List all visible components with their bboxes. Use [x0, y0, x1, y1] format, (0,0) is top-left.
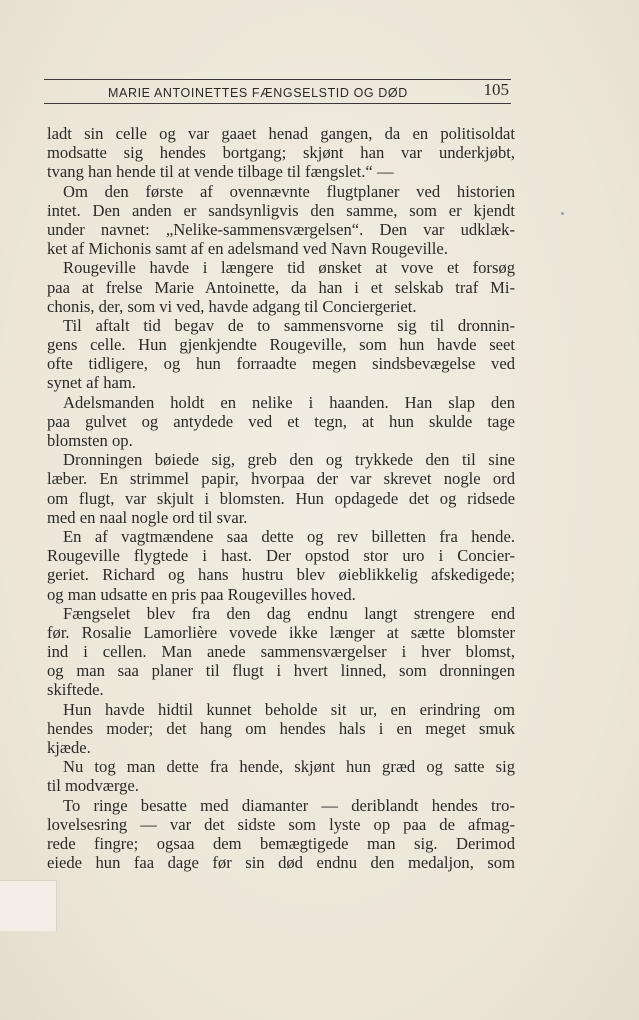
text-line: geriet. Richard og hans hustru blev øieblikkelig afskedigede; — [47, 565, 515, 585]
text-line: gens celle. Hun gjenkjendte Rougeville, som hun havde seet — [47, 335, 515, 355]
text-line: med en naal nogle ord til svar. — [47, 507, 248, 527]
text-line: ket af Michonis samt af en adelsmand ved Navn Rougeville. — [47, 239, 448, 259]
text-line: modsatte sig hendes bortgang; skjønt han var underkjøbt, — [47, 143, 515, 163]
text-line: under navnet: „Nelike-sammensværgelsen“. Den var udklæk- — [47, 219, 515, 239]
text-line: eiede hun faa dage før sin død endnu den medaljon, som — [47, 853, 515, 873]
text-line: En af vagtmændene saa dette og rev billetten fra hende. — [63, 526, 515, 546]
text-line: intet. Den anden er sandsynligvis den samme, som er kjendt — [47, 200, 515, 220]
text-line: læber. En strimmel papir, hvorpaa der var skrevet nogle ord — [47, 469, 515, 489]
text-line: lovelsesring — var det sidste som lyste op paa de afmag- — [47, 814, 515, 834]
text-line: om flugt, var skjult i blomsten. Hun opdagede det og ridsede — [47, 488, 515, 508]
text-line: og man saa planer til flugt i hvert linned, som dronningen — [47, 661, 515, 681]
text-line: Dronningen bøiede sig, greb den og trykkede den til sine — [63, 450, 515, 470]
text-line: Rougeville flygtede i hast. Der opstod stor uro i Concier- — [47, 546, 515, 566]
text-line: til modværge. — [47, 776, 139, 796]
text-line: synet af ham. — [47, 373, 136, 393]
text-line: paa at frelse Marie Antoinette, da han i et selskab traf Mi- — [47, 277, 515, 297]
page-number: 105 — [483, 80, 509, 99]
text-line: Fængselet blev fra den dag endnu langt strengere end — [63, 603, 515, 623]
text-line: og man udsatte en pris paa Rougevilles hoved. — [47, 584, 356, 604]
text-line: Adelsmanden holdt en nelike i haanden. Han slap den — [63, 392, 515, 412]
running-title: MARIE ANTOINETTES FÆNGSELSTID OG DØD — [108, 86, 408, 100]
text-line: kjæde. — [47, 738, 91, 757]
text-line: blomsten op. — [47, 431, 133, 450]
text-line: To ringe besatte med diamanter — deriblandt hendes tro- — [63, 795, 515, 815]
running-header — [44, 80, 511, 102]
text-line: skiftede. — [47, 680, 104, 700]
text-line: rede fingre; ogsaa dem bemægtigede man sig. Derimod — [47, 833, 515, 853]
paper-tab — [0, 880, 57, 931]
text-line: Hun havde hidtil kunnet beholde sit ur, en erindring om — [63, 699, 515, 719]
text-line: hendes moder; det hang om hendes hals i en meget smuk — [47, 718, 515, 738]
header-rule-bottom — [44, 103, 511, 104]
text-line: ind i cellen. Man anede sammensværgelser i hver blomst, — [47, 642, 515, 662]
text-line: tvang han hende til at vende tilbage til fængslet.“ — — [47, 162, 394, 182]
text-line: chonis, der, som vi ved, havde adgang til Conciergeriet. — [47, 296, 417, 316]
text-line: Nu tog man dette fra hende, skjønt hun græd og satte sig — [63, 757, 515, 777]
body-text — [47, 124, 515, 872]
text-line: Til aftalt tid begav de to sammensvorne sig til dronnin- — [63, 315, 515, 335]
paper-speck — [561, 212, 564, 215]
text-line: ladt sin celle og var gaaet henad gangen, da en politisoldat — [47, 124, 515, 143]
text-line: ofte tidligere, og hun forraadte megen sindsbevægelse ved — [47, 354, 515, 374]
text-line: Rougeville havde i længere tid ønsket at vove et forsøg — [63, 258, 515, 278]
text-line: paa gulvet og antydede ved et tegn, at hun skulde tage — [47, 411, 515, 431]
text-line: Om den første af ovennævnte flugtplaner ved historien — [63, 181, 515, 201]
text-line: før. Rosalie Lamorlière vovede ikke længer at sætte blomster — [47, 622, 515, 642]
